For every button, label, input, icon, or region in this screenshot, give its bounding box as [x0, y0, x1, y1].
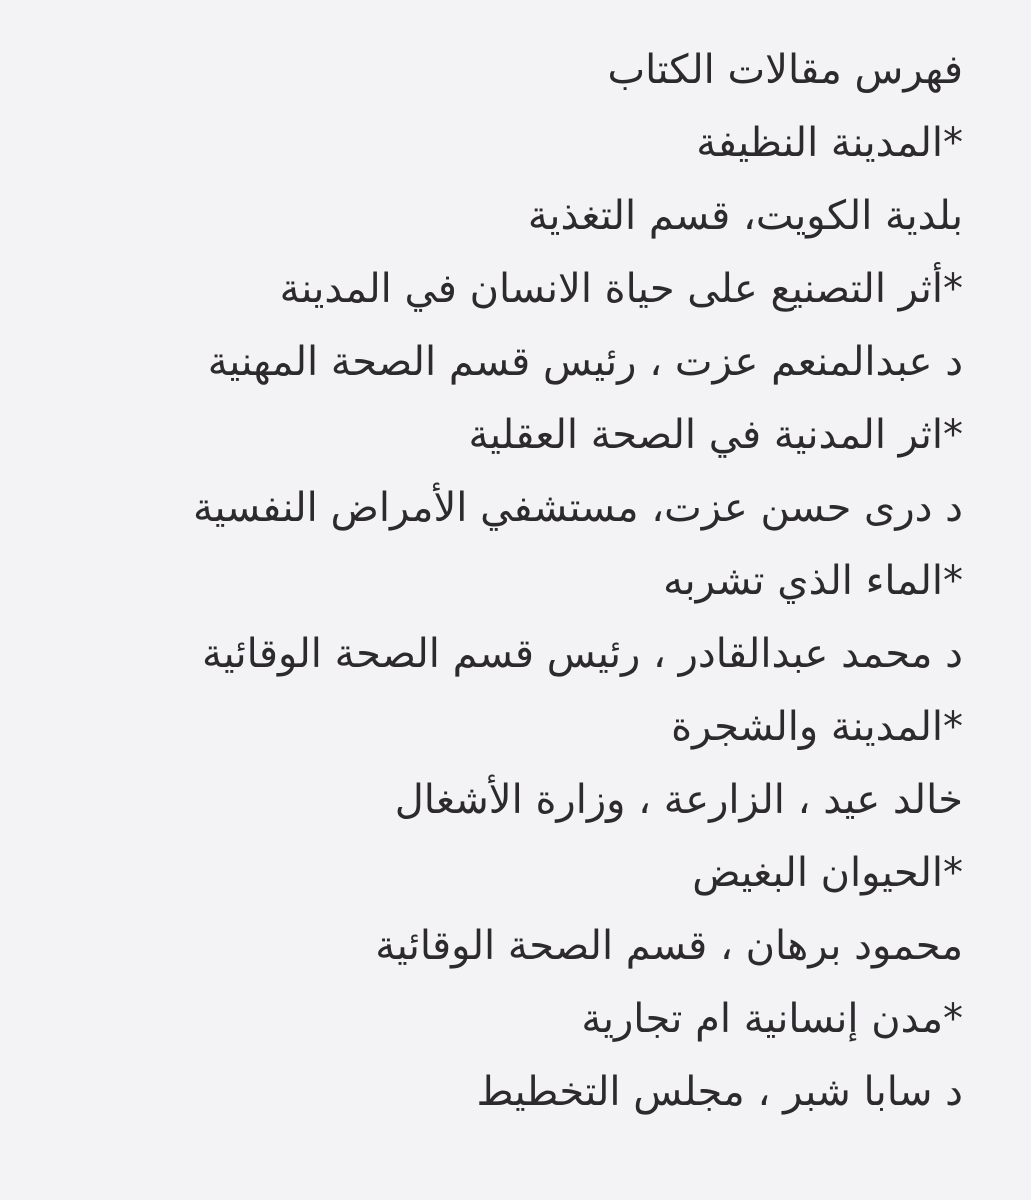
- article-author: خالد عيد ، الزارعة ، وزارة الأشغال: [394, 777, 963, 823]
- article-index: [43, 34, 963, 1129]
- article-author: د سابا شبر ، مجلس التخطيط: [476, 1069, 963, 1115]
- article-title: *مدن إنسانية ام تجارية: [581, 996, 963, 1042]
- article-title: *المدينة النظيفة: [696, 120, 963, 166]
- article-title: *اثر المدنية في الصحة العقلية: [468, 412, 963, 458]
- article-author: د عبدالمنعم عزت ، رئيس قسم الصحة المهنية: [207, 339, 963, 385]
- article-author: بلدية الكويت، قسم التغذية: [527, 193, 963, 239]
- article-title: *الماء الذي تشربه: [663, 558, 963, 604]
- article-title: *المدينة والشجرة: [671, 704, 963, 750]
- article-author: محمود برهان ، قسم الصحة الوقائية: [375, 923, 963, 969]
- article-title: *الحيوان البغيض: [692, 850, 963, 896]
- article-author: د محمد عبدالقادر ، رئيس قسم الصحة الوقائية: [202, 631, 963, 677]
- index-title: فهرس مقالات الكتاب: [607, 47, 963, 93]
- article-author: د درى حسن عزت، مستشفي الأمراض النفسية: [192, 485, 963, 531]
- article-title: *أثر التصنيع على حياة الانسان في المدينة: [279, 266, 963, 312]
